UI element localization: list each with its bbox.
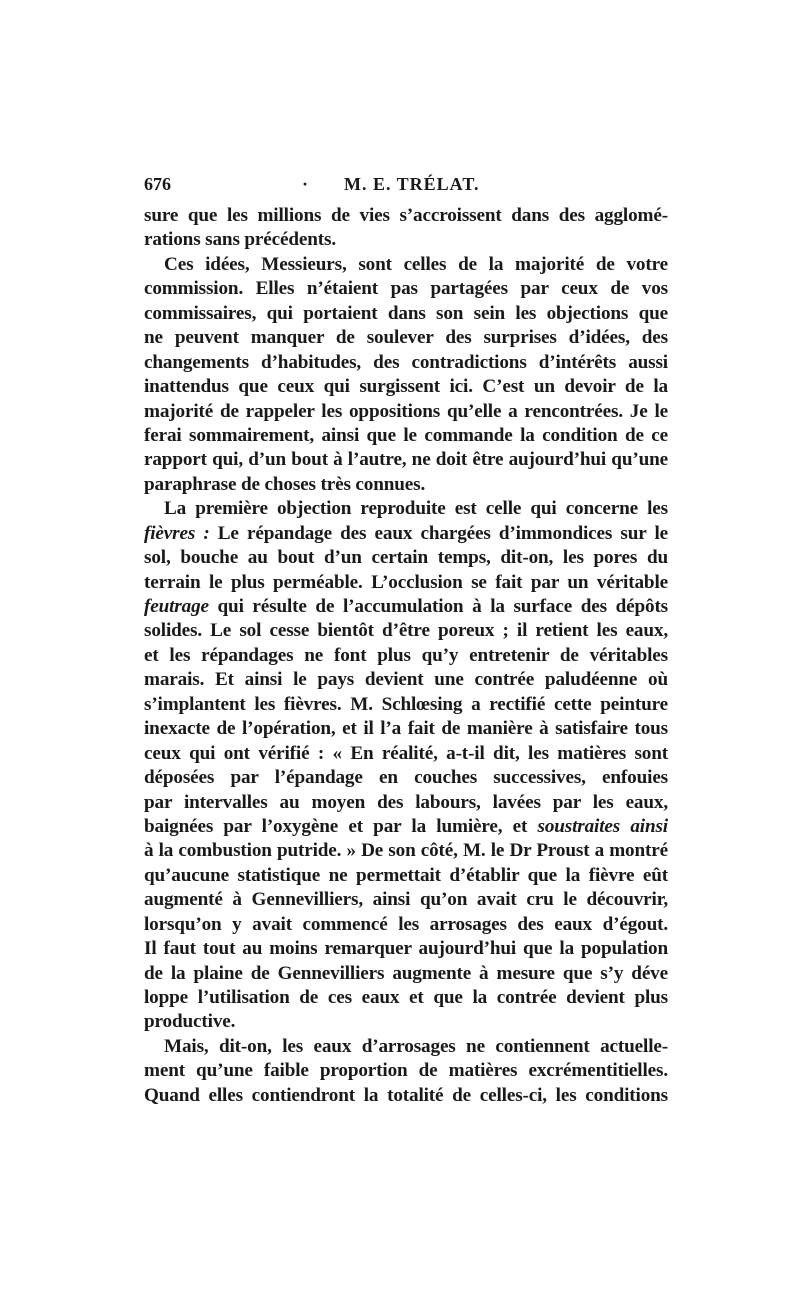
text-line: [144, 766, 668, 790]
text-run: Mais, dit-on, les eaux d’arrosages ne contiennent actuelle-: [164, 1035, 668, 1057]
text-line: [144, 742, 668, 766]
text-line: [144, 864, 668, 888]
text-run: La première objection reproduite est celle qui concerne les: [164, 498, 668, 520]
italic-text: fièvres :: [144, 522, 210, 544]
text-line: [144, 815, 668, 839]
text-line: [144, 913, 668, 937]
text-run: changements d’habitudes, des contradictions d’intérêts aussi: [144, 351, 668, 373]
text-line: [144, 986, 668, 1010]
text-run: paraphrase de choses très connues.: [144, 473, 426, 495]
text-line: [144, 962, 668, 986]
italic-text: feutrage: [144, 596, 209, 617]
text-run: loppe l’utilisation de ces eaux et que la contrée devient plus: [144, 987, 668, 1008]
text-line: [144, 424, 668, 448]
text-run: inattendus que ceux qui surgissent ici. C’est un devoir de la: [144, 376, 668, 398]
text-run: solides. Le sol cesse bientôt d’être poreux ; il retient les eaux,: [144, 620, 668, 642]
text-run: déposées par l’épandage en couches successives, enfouies: [144, 767, 668, 789]
page-number: 676: [144, 174, 171, 194]
text-run: ne peuvent manquer de soulever des surprises d’idées, des: [144, 327, 668, 349]
text-line: [144, 497, 668, 521]
text-line: [144, 1084, 668, 1108]
text-run: majorité de rappeler les oppositions qu’elle a rencontrées. Je le: [144, 400, 668, 422]
text-line: [144, 253, 668, 277]
text-run: de la plaine de Gennevilliers augmente à mesure que s’y déve: [144, 962, 668, 984]
text-line: [144, 375, 668, 399]
text-line: [144, 839, 668, 863]
text-line: [144, 448, 668, 472]
text-line: [144, 302, 668, 326]
text-run: qu’aucune statistique ne permettait d’établir que la fièvre eût: [144, 864, 668, 886]
text-run: terrain le plus perméable. L’occlusion se fait par un véritable: [144, 571, 668, 593]
text-run: rapport qui, d’un bout à l’autre, ne doit être aujourd’hui qu’une: [144, 449, 668, 471]
header-mark: ·: [302, 174, 309, 194]
text-run: Ces idées, Messieurs, sont celles de la majorité de votre: [164, 253, 668, 275]
text-line: [144, 571, 668, 595]
text-run: ferai sommairement, ainsi que le commande la condition de ce: [144, 424, 668, 446]
text-line: [144, 1059, 668, 1083]
text-run: ceux qui ont vérifié : « En réalité, a-t-il dit, les matières sont: [144, 742, 668, 764]
text-line: [144, 473, 668, 497]
text-line: [144, 791, 668, 815]
text-run: commission. Elles n’étaient pas partagées par ceux de vos: [144, 278, 668, 300]
text-line: [144, 326, 668, 350]
text-run: sure que les millions de vies s’accroissent dans des agglomé-: [144, 205, 668, 226]
body-text: [144, 204, 668, 1108]
text-run: lorsqu’on y avait commencé les arrosages des eaux d’égout.: [144, 913, 668, 935]
text-run: Il faut tout au moins remarquer aujourd’hui que la population: [144, 938, 668, 960]
text-run: marais. Et ainsi le pays devient une contrée paludéenne où: [144, 669, 668, 691]
text-run: commissaires, qui portaient dans son sein les objections que: [144, 302, 668, 324]
text-run: baignées par l’oxygène et par la lumière, et: [144, 815, 538, 837]
text-line: [144, 546, 668, 570]
text-run: productive.: [144, 1011, 236, 1033]
text-run: par intervalles au moyen des labours, lavées par les eaux,: [144, 791, 668, 813]
text-run: à la combustion putride. » De son côté, M. le Dr Proust a montré: [144, 840, 668, 862]
text-line: [144, 619, 668, 643]
text-line: [144, 644, 668, 668]
text-line: [144, 717, 668, 741]
text-line: [144, 277, 668, 301]
text-run: qui résulte de l’accumulation à la surface des dépôts: [208, 596, 668, 617]
text-line: [144, 351, 668, 375]
text-line: [144, 888, 668, 912]
text-run: ment qu’une faible proportion de matières excrémentitielles.: [144, 1060, 668, 1082]
running-head: [144, 174, 668, 198]
text-run: Quand elles contiendront la totalité de celles-ci, les conditions: [144, 1084, 668, 1106]
text-run: rations sans précédents.: [144, 229, 337, 251]
text-line: [144, 204, 668, 228]
text-run: inexacte de l’opération, et il l’a fait de manière à satisfaire tous: [144, 718, 668, 740]
text-run: Le répandage des eaux chargées d’immondices sur le: [209, 522, 668, 544]
text-line: [144, 1035, 668, 1059]
text-line: [144, 522, 668, 546]
text-line: [144, 668, 668, 692]
italic-text: soustraites ainsi: [537, 815, 668, 837]
text-run: s’implantent les fièvres. M. Schlœsing a rectifié cette peinture: [144, 693, 668, 715]
text-line: [144, 228, 668, 252]
text-run: augmenté à Gennevilliers, ainsi qu’on avait cru le découvrir,: [144, 889, 668, 911]
running-title: M. E. TRÉLAT.: [344, 174, 480, 194]
text-line: [144, 937, 668, 961]
text-run: sol, bouche au bout d’un certain temps, dit-on, les pores du: [144, 547, 668, 569]
text-line: [144, 1010, 668, 1034]
text-line: [144, 595, 668, 619]
text-line: [144, 693, 668, 717]
text-run: et les répandages ne font plus qu’y entretenir de véritables: [144, 644, 668, 666]
text-line: [144, 400, 668, 424]
